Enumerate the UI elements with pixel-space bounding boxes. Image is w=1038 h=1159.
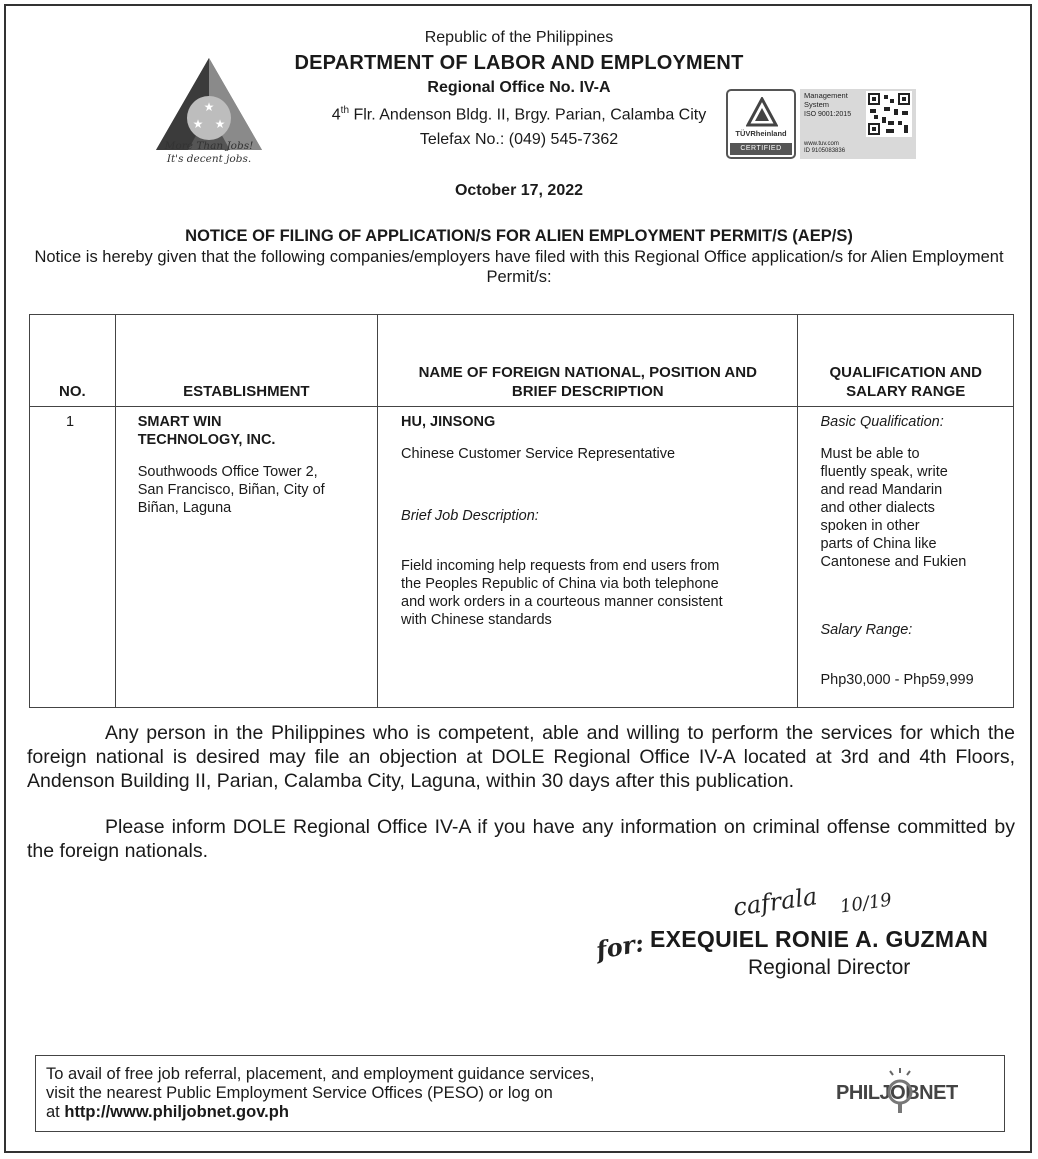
establishment-name: SMART WIN TECHNOLOGY, INC. [137, 414, 276, 448]
objection-paragraph: Any person in the Philippines who is competent, able and willing to perform the services for which the foreign national is desired may file an objection at DOLE Regional Office IV-A located at 3rd and 4th Floors, Andenson Building II, Parian, Calamba City, Laguna, within 30 days after this publication. [27, 722, 1015, 792]
tuv-logo-box: TÜVRheinland CERTIFIED [726, 89, 796, 159]
telefax: Telefax No.: (049) 545-7362 [419, 131, 619, 148]
notice-title: NOTICE OF FILING OF APPLICATION/S FOR ALIEN EMPLOYMENT PERMIT/S (AEP/S) [185, 227, 853, 245]
cell-foreign-national [378, 407, 798, 708]
philjobnet-logo: PHILJOBNET [836, 1072, 976, 1122]
salary-label: Salary Range: [820, 622, 913, 638]
signature-date-note: 10/19 [838, 889, 894, 918]
republic-line: Republic of the Philippines [424, 29, 614, 46]
svg-text:★: ★ [203, 100, 215, 114]
logo-tagline: More Than Jobs! It's decent jobs. [164, 140, 254, 165]
philjobnet-link[interactable]: http://www.philjobnet.gov.ph [64, 1103, 289, 1121]
col-header-qualification: QUALIFICATION AND SALARY RANGE [798, 315, 1014, 407]
salary-range: Php30,000 - Php59,999 [820, 672, 974, 688]
signatory-name: EXEQUIEL RONIE A. GUZMAN [650, 926, 989, 952]
qualification-label: Basic Qualification: [820, 414, 944, 430]
table-header-row [30, 315, 1014, 407]
establishment-address: Southwoods Office Tower 2, San Francisco, Biñan, City of Biñan, Laguna [137, 464, 325, 516]
regional-office: Regional Office No. IV-A [427, 79, 611, 96]
brief-description: Field incoming help requests from end users from the Peoples Republic of China via both telephone and work orders in a courteous manner consistent with Chinese standards [401, 558, 723, 628]
col-header-no: NO. [30, 315, 116, 407]
col-header-foreign-national: NAME OF FOREIGN NATIONAL, POSITION AND BRIEF DESCRIPTION [378, 315, 798, 407]
signature-scrawl: cafrala [731, 882, 819, 922]
notice-intro: Notice is hereby given that the following companies/employers have filed with this Regional Office application/s for Alien Employment Permit/s: [34, 248, 1004, 286]
inform-paragraph: Please inform DOLE Regional Office IV-A if you have any information on criminal offense committed by the foreign nationals. [27, 816, 1015, 862]
tuv-certification-badge [726, 89, 916, 159]
qr-code-icon [866, 91, 912, 137]
svg-text:★: ★ [214, 117, 226, 131]
brief-label: Brief Job Description: [401, 508, 539, 524]
footer-box [35, 1055, 1005, 1132]
tuv-triangle-icon [746, 97, 778, 127]
department-name: DEPARTMENT OF LABOR AND EMPLOYMENT [294, 52, 744, 74]
signatory-title: Regional Director [748, 956, 911, 979]
col-header-establishment: ESTABLISHMENT [115, 315, 377, 407]
signature-for-label: for: [593, 928, 646, 965]
notice-date: October 17, 2022 [454, 182, 584, 199]
cell-no: 1 [30, 407, 116, 708]
tuv-details: Management System ISO 9001:2015 www.tuv.com ID 9105083836 [800, 89, 916, 159]
cell-qualification [798, 407, 1014, 708]
svg-text:★: ★ [192, 117, 204, 131]
qualification-text: Must be able to fluently speak, write and read Mandarin and other dialects spoken in other parts of China like Cantonese and Fukien [820, 446, 967, 570]
table-row [30, 407, 1014, 708]
footer-text: To avail of free job referral, placement, and employment guidance services, visit the nearest Public Employment Service Offices (PESO) or log on at http://www.philjobnet.gov.ph [46, 1065, 595, 1121]
applications-table [29, 314, 1014, 708]
position: Chinese Customer Service Representative [401, 446, 676, 462]
office-address: 4th Flr. Andenson Bldg. II, Brgy. Parian, Calamba City [331, 105, 707, 124]
magnifier-icon [880, 1066, 920, 1114]
foreign-national-name: HU, JINSONG [401, 414, 496, 430]
cell-establishment [115, 407, 377, 708]
